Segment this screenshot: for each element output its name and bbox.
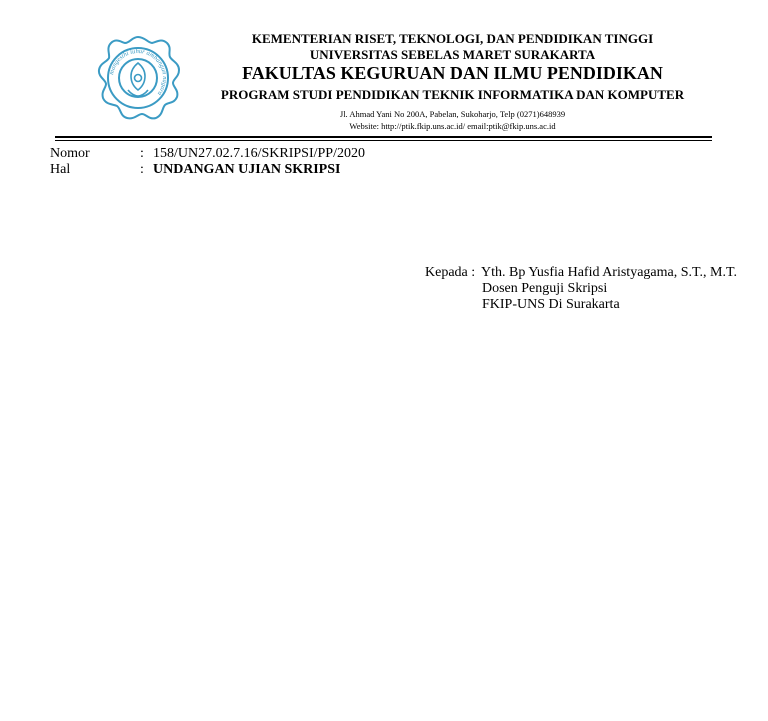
header-divider — [55, 136, 712, 138]
hal-colon: : — [140, 162, 144, 177]
header-faculty: FAKULTAS KEGURUAN DAN ILMU PENDIDIKAN — [242, 63, 663, 83]
seal-motto: mangesthi luhur ambangun nagara — [108, 47, 169, 97]
header-divider-thin — [55, 140, 712, 141]
uns-seal-icon — [93, 34, 183, 122]
nomor-value: 158/UN27.02.7.16/SKRIPSI/PP/2020 — [153, 146, 365, 161]
header-website: Website: http://ptik.fkip.uns.ac.id/ email:ptik@fkip.uns.ac.id — [349, 121, 556, 131]
nomor-label: Nomor — [50, 146, 90, 161]
header-address: Jl. Ahmad Yani No 200A, Pabelan, Sukoharjo, Telp (0271)648939 — [339, 109, 566, 119]
kepada-label: Kepada : — [425, 265, 476, 280]
header-program: PROGRAM STUDI PENDIDIKAN TEKNIK INFORMATIKA DAN KOMPUTER — [220, 87, 685, 102]
recipient-location: FKIP-UNS Di Surakarta — [482, 297, 620, 312]
nomor-colon: : — [140, 146, 144, 161]
header-university: UNIVERSITAS SEBELAS MARET SURAKARTA — [309, 47, 596, 62]
recipient-role: Dosen Penguji Skripsi — [482, 281, 608, 296]
hal-label: Hal — [50, 162, 71, 177]
header-ministry: KEMENTERIAN RISET, TEKNOLOGI, DAN PENDIDIKAN TINGGI — [251, 31, 654, 46]
recipient-name: Yth. Bp Yusfia Hafid Aristyagama, S.T., M.T. — [481, 265, 737, 280]
hal-value: UNDANGAN UJIAN SKRIPSI — [153, 162, 341, 177]
